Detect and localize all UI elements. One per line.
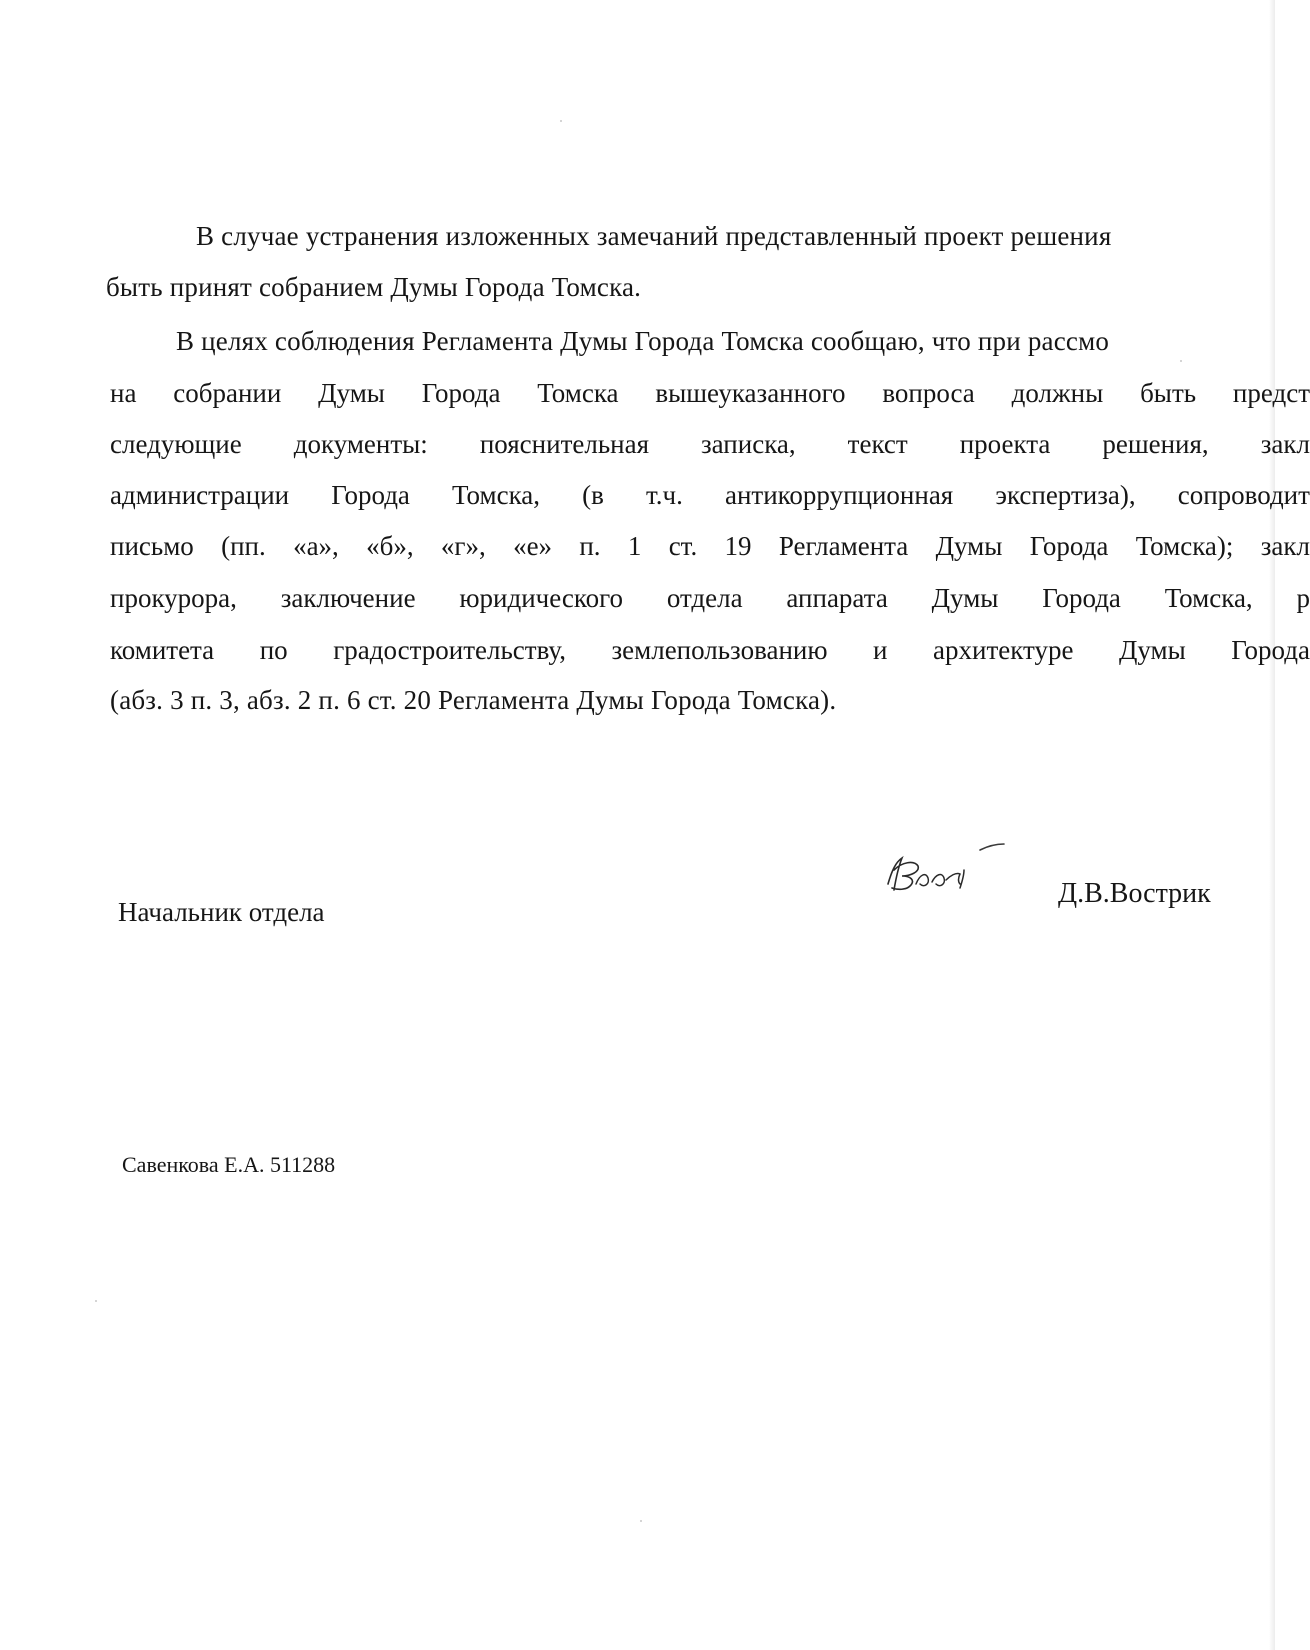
word: Города bbox=[1231, 635, 1310, 665]
word: отдела bbox=[666, 583, 743, 613]
word: должны bbox=[1011, 378, 1104, 408]
word: аппарата bbox=[786, 583, 888, 613]
word: Города bbox=[421, 378, 501, 408]
word: Думы bbox=[1118, 635, 1186, 665]
word: записка, bbox=[701, 429, 796, 459]
word: по bbox=[259, 635, 288, 665]
word: быть bbox=[1140, 378, 1197, 408]
paragraph2-line: В целях соблюдения Регламента Думы Города Томска сообщаю, что при рассмо bbox=[176, 326, 1110, 356]
word: проекта bbox=[959, 429, 1051, 459]
word: Думы bbox=[318, 378, 385, 408]
word: следующие bbox=[110, 429, 242, 459]
word: «е» bbox=[513, 531, 553, 561]
word: юридического bbox=[459, 583, 624, 613]
word: архитектуре bbox=[933, 635, 1074, 665]
scan-speck bbox=[640, 1520, 642, 1522]
word: текст bbox=[847, 429, 908, 459]
paragraph2-line bbox=[110, 479, 1310, 511]
word: Томска, bbox=[1164, 583, 1253, 613]
word: Томска, bbox=[452, 480, 541, 510]
word: документы: bbox=[293, 429, 428, 459]
paragraph2-line bbox=[110, 634, 1310, 666]
word: п. bbox=[579, 531, 601, 561]
word: Томска); bbox=[1135, 531, 1234, 561]
signoff-name: Д.В.Вострик bbox=[1058, 878, 1211, 909]
word: (пп. bbox=[221, 531, 266, 561]
paragraph2-line bbox=[110, 582, 1310, 614]
word: вышеуказанного bbox=[655, 378, 846, 408]
word: Города bbox=[1029, 531, 1109, 561]
word: администрации bbox=[110, 480, 290, 510]
word: 19 bbox=[724, 531, 752, 561]
word: Томска bbox=[537, 378, 619, 408]
word: пояснительная bbox=[479, 429, 649, 459]
word: заключение bbox=[280, 583, 416, 613]
word: р bbox=[1296, 583, 1310, 613]
word: экспертиза), bbox=[995, 480, 1136, 510]
paragraph2-line bbox=[110, 530, 1310, 562]
scan-speck bbox=[1180, 360, 1182, 362]
word: Города bbox=[331, 480, 410, 510]
word: Думы bbox=[935, 531, 1003, 561]
word: Регламента bbox=[778, 531, 909, 561]
word: 1 bbox=[627, 531, 642, 561]
signature bbox=[880, 832, 1020, 912]
word: письмо bbox=[110, 531, 194, 561]
word: ст. bbox=[668, 531, 698, 561]
word: антикоррупционная bbox=[725, 480, 954, 510]
word: собрании bbox=[173, 378, 282, 408]
word: закл bbox=[1260, 531, 1310, 561]
word: на bbox=[110, 378, 137, 408]
word: закл bbox=[1260, 429, 1310, 459]
word: Города bbox=[1042, 583, 1121, 613]
word: вопроса bbox=[882, 378, 975, 408]
executor-line: Савенкова Е.А. 511288 bbox=[122, 1152, 336, 1177]
word: «а», bbox=[293, 531, 339, 561]
word: и bbox=[873, 635, 888, 665]
word: землепользованию bbox=[611, 635, 828, 665]
word: предст bbox=[1232, 378, 1310, 408]
word: сопроводит bbox=[1177, 480, 1310, 510]
paragraph2-line: (абз. 3 п. 3, абз. 2 п. 6 ст. 20 Регламента Думы Города Томска). bbox=[110, 685, 837, 715]
word: прокурора, bbox=[110, 583, 237, 613]
paragraph1-line1: В случае устранения изложенных замечаний представленный проект решения bbox=[196, 221, 1112, 251]
paragraph2-line bbox=[110, 428, 1310, 460]
word: Думы bbox=[931, 583, 999, 613]
scan-speck bbox=[95, 1300, 97, 1302]
word: градостроительству, bbox=[333, 635, 566, 665]
paragraph2-line bbox=[110, 377, 1310, 409]
word: (в bbox=[582, 480, 604, 510]
word: «г», bbox=[440, 531, 486, 561]
scan-speck bbox=[560, 120, 562, 122]
signoff-title: Начальник отдела bbox=[118, 897, 325, 927]
paragraph1-line2: быть принят собранием Думы Города Томска. bbox=[106, 272, 642, 302]
scan-edge-shadow bbox=[1269, 0, 1275, 1650]
word: решения, bbox=[1102, 429, 1209, 459]
word: комитета bbox=[110, 635, 215, 665]
word: т.ч. bbox=[646, 480, 683, 510]
word: «б», bbox=[366, 531, 414, 561]
